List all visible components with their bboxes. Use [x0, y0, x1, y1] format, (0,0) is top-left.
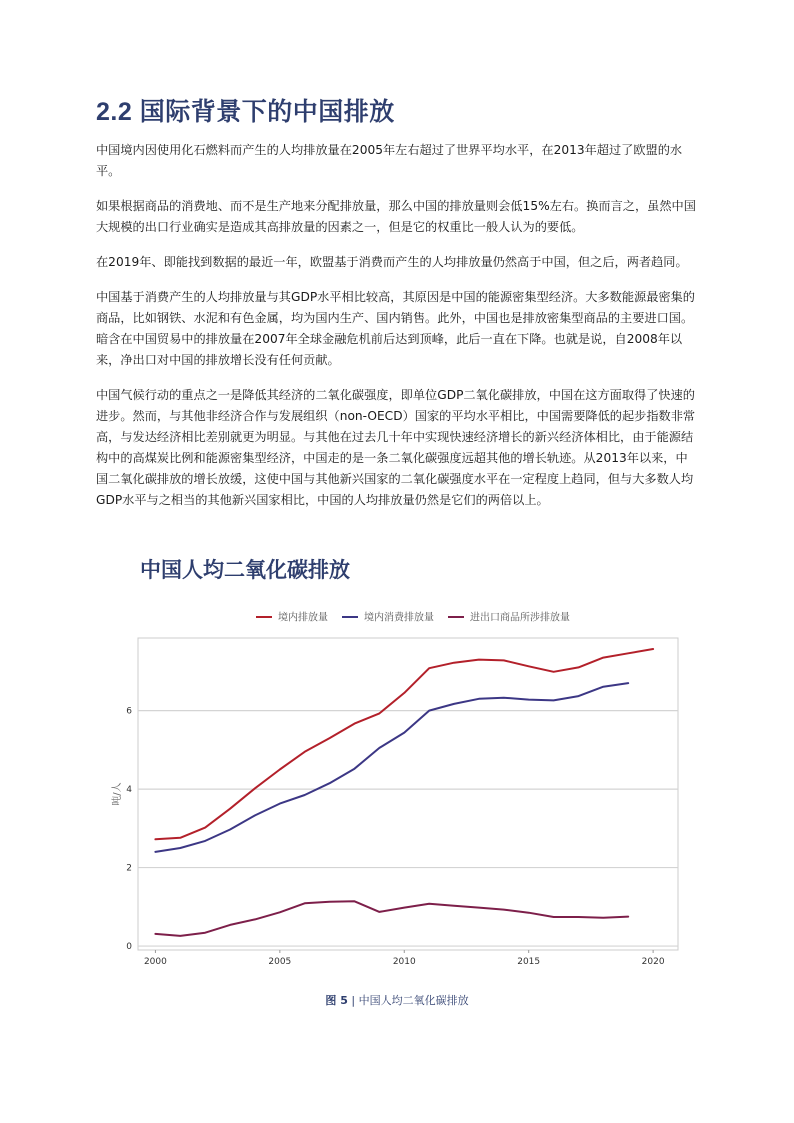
- figure-caption: [0, 992, 794, 1008]
- caption-separator: |: [347, 994, 359, 1007]
- paragraph: 中国气候行动的重点之一是降低其经济的二氧化碳强度，即单位GDP二氧化碳排放，中国在这方面取得了快速的进步。然而，与其他非经济合作与发展组织（non-OECD）国家的平均水平相比，中国需要降低的起步指数非常高，与发达经济相比差别就更为明显。与其他在过去几十年中实现快速经济增长的新兴经济体相比，由于能源结构中的高煤炭比例和能源密集型经济，中国走的是一条二氧化碳强度远超其他的增长轨迹。从2013年以来，中国二氧化碳排放的增长放缓，这使中国与其他新兴国家的二氧化碳强度水平在一定程度上趋同，但与大多数人均GDP水平与之相当的其他新兴国家相比，中国的人均排放量仍然是它们的两倍以上。: [96, 388, 696, 507]
- body-text: [96, 140, 698, 525]
- y-tick-label: 4: [126, 785, 132, 796]
- y-tick-label: 0: [126, 942, 132, 953]
- x-tick-label: 2015: [517, 957, 541, 967]
- chart-title: 中国人均二氧化碳排放: [140, 557, 350, 582]
- legend-label: 境内排放量: [278, 612, 328, 624]
- emissions-line-chart: [100, 600, 700, 970]
- caption-text: 中国人均二氧化碳排放: [358, 994, 469, 1007]
- figure-label: 图 5: [325, 994, 348, 1007]
- section-heading: 2.2 国际背景下的中国排放: [96, 98, 395, 126]
- paragraph: 中国境内因使用化石燃料而产生的人均排放量在2005年左右超过了世界平均水平，在2013年超过了欧盟的水平。: [96, 143, 683, 178]
- x-tick-label: 2020: [641, 957, 665, 967]
- paragraph: 如果根据商品的消费地、而不是生产地来分配排放量，那么中国的排放量则会低15%左右。换而言之，虽然中国大规模的出口行业确实是造成其高排放量的因素之一，但是它的权重比一般人认为的要低。: [96, 199, 696, 234]
- y-axis-label: 吨/人: [112, 782, 123, 806]
- x-tick-label: 2005: [268, 957, 292, 967]
- legend-label: 进出口商品所涉排放量: [470, 612, 570, 624]
- x-tick-label: 2010: [392, 957, 416, 967]
- y-tick-label: 6: [126, 706, 132, 717]
- paragraph: 在2019年、即能找到数据的最近一年，欧盟基于消费而产生的人均排放量仍然高于中国，但之后，两者趋同。: [96, 255, 688, 269]
- plot-frame: [138, 638, 678, 950]
- y-tick-label: 2: [126, 863, 132, 874]
- paragraph: 中国基于消费产生的人均排放量与其GDP水平相比较高，其原因是中国的能源密集型经济。大多数能源最密集的商品，比如钢铁、水泥和有色金属，均为国内生产、国内销售。此外，中国也是排放密集型商品的主要进口国。暗含在中国贸易中的排放量在2007年全球金融危机前后达到顶峰，此后一直在下降。也就是说，自2008年以来，净出口对中国的排放增长没有任何贡献。: [96, 290, 695, 367]
- x-tick-label: 2000: [143, 957, 167, 967]
- chart-legend: [256, 611, 570, 624]
- legend-label: 境内消费排放量: [364, 612, 434, 624]
